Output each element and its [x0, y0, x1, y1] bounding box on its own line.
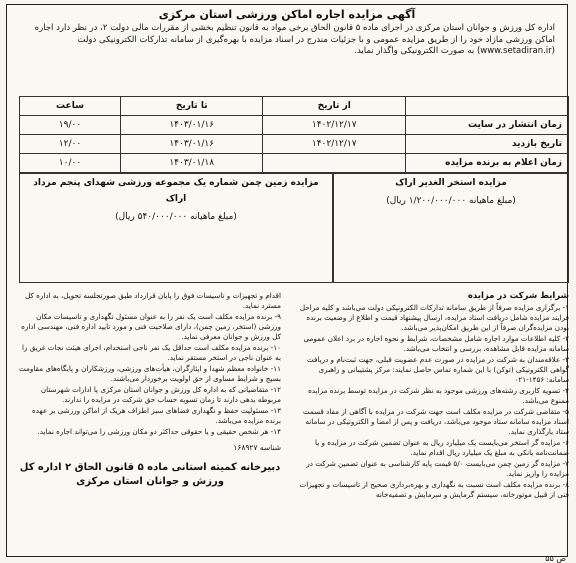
condition-item: ۵- متقاضی شرکت در مزایده مکلف است جهت شرکت در مزایده با آگاهی از مفاد قسمت اسناد مزایده سامانه ستاد موجود می‌باشد، دریافت و پس از امضا و الکترونیکی در سامانه ستاد بارگذاری نماید.: [302, 407, 569, 436]
schedule-header-row: [20, 97, 569, 116]
condition-item: ۷- مزایده گر زمین چمن می‌بایست ۵/۰ قیمت پایه کارشناسی به عنوان تضمین شرکت در مزایده را واریز نماید.: [306, 459, 569, 478]
intro-paragraph: اداره کل ورزش و جوانان استان مرکزی در اجرای ماده ۵ قانون الحاق برخی مواد به قانون تنظیم بخشی از مقررات مالی دولت ۲، در نظر دارد اجاره اماکن ورزشی مازاد خود را از طریق مزایده عمومی و با جزئیات مندرج در اسناد مزایده با بهره‌گیری از سامانه تدارکات الکترونیکی دولت (www.setadiran.ir) به صورت الکترونیکی واگذار نماید.: [34, 23, 555, 56]
announcement-frame: [6, 4, 568, 557]
lots-section: [19, 173, 569, 283]
header-cell-label: [406, 97, 569, 116]
row-to: ۱۴۰۳/۰۱/۱۸: [120, 154, 263, 173]
lot-title: مزایده زمین چمن شماره یک مجموعه ورزشی شهدای پنجم مرداد: [33, 178, 319, 188]
lot-price: (مبلغ ماهیانه ۵۴۰/۰۰۰/۰۰۰ ریال): [115, 212, 237, 222]
row-label: زمان انتشار در سایت: [406, 116, 569, 135]
condition-item: ۱۰- برنده مزایده مکلف است حداقل یک نفر ناجی استخدام، اجرای هیئت نجات غریق را به عنوان ناجی در استخر مستقر نماید.: [21, 343, 281, 362]
row-to: ۱۴۰۳/۰۱/۱۶: [120, 116, 263, 135]
row-from: [263, 154, 406, 173]
row-to: ۱۴۰۳/۰۱/۱۶: [120, 135, 263, 154]
lot-price: (مبلغ ماهیانه ۱/۲۰۰/۰۰۰/۰۰۰ ریال): [386, 196, 516, 206]
row-label: تاریخ بازدید: [406, 135, 569, 154]
condition-item: ۱- برگزاری مزایده صرفاً از طریق سامانه تدارکات الکترونیکی دولت می‌باشد و کلیه مراحل فرایند مزایده شامل دریافت اسناد مزایده، ارسال پیشنهاد قیمت و اطلاع از وضعیت برنده بودن مزایده‌گران صرفاً از این طریق امکان‌پذیر می‌باشد.: [299, 303, 569, 332]
lot-pool: [333, 173, 569, 283]
header-cell-to: تا تاریخ: [120, 97, 263, 116]
condition-item: ۱۳- مسئولیت حفظ و نگهداری فضاهای سبز اطراف هریک از اماکن ورزشی بر عهده برنده مزایده می‌باشد.: [32, 406, 281, 425]
row-label: زمان اعلام به برنده مزایده: [406, 154, 569, 173]
row-time: ۱۹/۰۰: [20, 116, 121, 135]
condition-item: ۱۱- خانواده معظم شهدا و ایثارگران، هیأت‌های ورزشی، ورزشکاران و پایگاه‌های مقاومت بسیج و شرایط مساوی از حق اولویت برخوردار می‌باشند.: [18, 364, 281, 383]
table-row: [20, 116, 569, 135]
page-number: ص ۵۵: [545, 554, 566, 563]
condition-item: ۲- کلیه اطلاعات موارد اجاره شامل مشخصات، شرایط و نحوه اجاره در برد اعلان عمومی سامانه مزایده قابل مشاهده، بررسی و انتخاب می‌باشد.: [303, 334, 569, 353]
condition-item: ۸- برنده مزایده مکلف است نسبت به نگهداری و بهره‌برداری صحیح از تاسیسات و تجهیزات فنی از قبیل موتورخانه، سیستم گرمایش و سرمایش و تصفیه‌خانه: [299, 480, 569, 499]
lot-title: مزایده استخر الغدیر اراک: [395, 178, 507, 188]
row-time: ۱۲/۰۰: [20, 135, 121, 154]
row-from: ۱۴۰۲/۱۲/۱۷: [263, 116, 406, 135]
row-from: ۱۴۰۲/۱۲/۱۷: [263, 135, 406, 154]
header-cell-time: ساعت: [20, 97, 121, 116]
lot-turf: [19, 173, 333, 283]
page-title: آگهی مزایده اجاره اماکن ورزشی استان مرکزی: [158, 8, 416, 21]
signature-block: دبیرخانه کمیته استانی ماده ۵ قانون الحاق ۲ اداره کل ورزش و جوانان استان مرکزی: [19, 462, 281, 487]
lot-sub: اراک: [165, 194, 187, 204]
condition-item: ۹- برنده مزایده مکلف است یک نفر را به عنوان مسئول نگهداری و تاسیسات مکان ورزشی (استخر، زمین چمن)، دارای صلاحیت فنی و مورد تایید اداره فنی، مهندسی اداره کل ورزش و جوانان معرفی نماید.: [21, 312, 281, 341]
table-row: [20, 154, 569, 173]
condition-item: ۴- تسویه کاربری رشته‌های ورزشی موجود به نظر شرکت در مزایده توسط برنده مزایده ممنوع می‌باشد.: [308, 386, 569, 405]
conditions-left-column: [19, 291, 281, 489]
conditions-section: [19, 291, 569, 553]
condition-item: ۱۴- هر شخص حقیقی و یا حقوقی حداکثر دو مکان ورزشی را می‌تواند اجاره نماید.: [37, 427, 281, 436]
condition-item: ۶- مزایده گر استخر می‌بایست یک میلیارد ریال به عنوان تضمین شرکت در مزایده و یا ضمانت‌نامه بانکی به مبلغ یک میلیارد ریال اقدام نماید.: [315, 438, 569, 457]
condition-item: ۳- علاقه‌مندان به شرکت در مزایده در صورت عدم عضویت قبلی، جهت ثبت‌نام و دریافت گواهی الکترونیکی (توکن) با این شماره تماس حاصل نمایند: مرکز پشتیبانی و راهبری سامانه: ۱۴۵۶-۰۲۱: [306, 355, 569, 384]
condition-item: اقدام و تجهیزات و تاسیسات فوق را پایان قرارداد طبق صورتجلسه تحویل، به اداره کل مسترد نماید.: [24, 291, 281, 310]
conditions-right-column: [297, 291, 569, 501]
conditions-title: شرایط شرکت در مزایده: [467, 291, 569, 301]
schedule-table: [19, 96, 569, 173]
table-row: [20, 135, 569, 154]
row-time: ۱۰/۰۰: [20, 154, 121, 173]
condition-item: ۱۲- متقاضیانی که به اداره کل ورزش و جوانان استان مرکزی یا ادارات شهرستان مربوطه بدهی دارند تا زمان تسویه حساب حق شرکت در مزایده را ندارند.: [40, 385, 281, 404]
header-cell-from: از تاریخ: [263, 97, 406, 116]
shenase-id: شناسه ۱۶۸۹۲۷: [233, 443, 281, 452]
